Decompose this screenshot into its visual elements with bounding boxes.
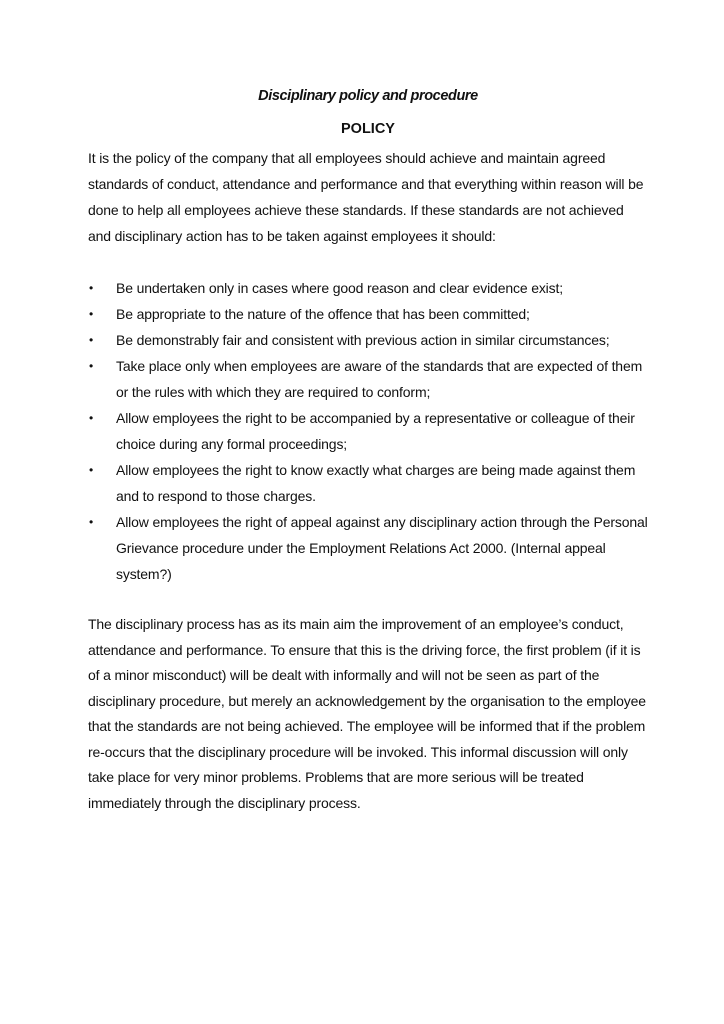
bullet-icon: • — [89, 281, 94, 295]
document-page — [88, 84, 648, 816]
bullet-icon: • — [89, 463, 94, 477]
list-item — [88, 275, 648, 301]
section-heading-policy: POLICY — [341, 121, 395, 137]
intro-paragraph: It is the policy of the company that all employees should achieve and maintain agreed standards of conduct, attendance and performance and that everything within reason will be done to help all employees achieve these standards. If these standards are not achieved and disciplinary action has to be taken against employees it should: — [88, 150, 644, 244]
list-item — [88, 301, 648, 327]
bullet-icon: • — [89, 411, 94, 425]
list-item — [88, 353, 648, 405]
policy-bullet-list — [88, 275, 648, 587]
list-item — [88, 509, 648, 587]
process-paragraph: The disciplinary process has as its main aim the improvement of an employee’s conduct, attendance and performance. To ensure that this is the driving force, the first problem (if it is of a minor misconduct) will be dealt with informally and will not be seen as part of the disciplinary procedure, but merely an acknowledgement by the organisation to the employee that the standards are not being achieved. The employee will be informed that if the problem re-occurs that the disciplinary procedure will be invoked. This informal discussion will only take place for very minor problems. Problems that are more serious will be treated immediately through the disciplinary process. — [88, 616, 646, 811]
list-item — [88, 405, 648, 457]
list-item-text: Take place only when employees are aware of the standards that are expected of them or the rules with which they are required to conform; — [116, 358, 643, 400]
bullet-icon: • — [89, 359, 94, 373]
list-item — [88, 327, 648, 353]
list-item-text: Allow employees the right of appeal against any disciplinary action through the Personal Grievance procedure under the Employment Relations Act 2000. (Internal appeal system?) — [116, 514, 648, 582]
document-title: Disciplinary policy and procedure — [258, 88, 478, 104]
list-item — [88, 457, 648, 509]
list-item-text: Allow employees the right to be accompanied by a representative or colleague of their choice during any formal proceedings; — [116, 410, 635, 452]
bullet-icon: • — [89, 515, 94, 529]
list-item-text: Be undertaken only in cases where good reason and clear evidence exist; — [116, 280, 563, 296]
list-item-text: Be appropriate to the nature of the offence that has been committed; — [116, 306, 530, 322]
list-item-text: Allow employees the right to know exactly what charges are being made against them and to respond to those charges. — [116, 462, 636, 504]
bullet-icon: • — [89, 333, 94, 347]
list-item-text: Be demonstrably fair and consistent with previous action in similar circumstances; — [116, 332, 610, 348]
bullet-icon: • — [89, 307, 94, 321]
